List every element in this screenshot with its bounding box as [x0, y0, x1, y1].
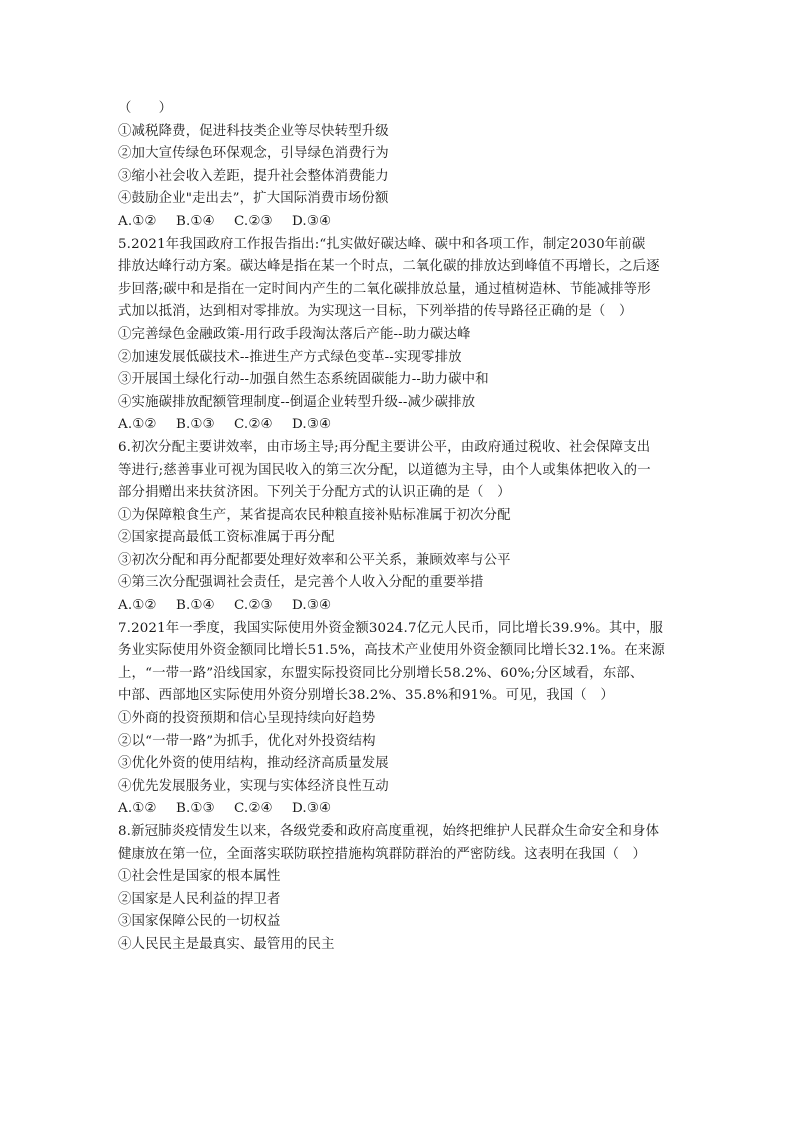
q5-item-4: ④实施碳排放配额管理制度--倒逼企业转型升级--减少碳排放 [118, 394, 476, 410]
q8-item-2: ②国家是人民利益的捍卫者 [118, 891, 281, 907]
exam-page [118, 98, 688, 957]
q4-item-4: ④鼓励企业"走出去”，扩大国际消费市场份额 [118, 191, 389, 207]
q7-stem-line: 务业实际使用外资金额同比增长51.5%，高技术产业使用外资金额同比增长32.1%。在来源 [118, 643, 665, 659]
q6-option-a: A.①② [118, 598, 157, 614]
q6-option-b: B.①④ [176, 598, 215, 614]
q7-option-d: D.③④ [292, 801, 332, 817]
q7-item-1: ①外商的投资预期和信心呈现持续向好趋势 [118, 711, 376, 727]
q7-item-4: ④优先发展服务业，实现与实体经济良性互动 [118, 778, 389, 794]
q5-stem-line: 式加以抵消，达到相对零排放。为实现这一目标，下列举措的传导路径正确的是（ ） [118, 304, 633, 320]
q6-item-4: ④第三次分配强调社会责任，是完善个人收入分配的重要举措 [118, 575, 484, 591]
q8-item-3: ③国家保障公民的一切权益 [118, 914, 281, 930]
q7-option-c: C.②④ [234, 801, 273, 817]
q7-options [118, 798, 688, 821]
q5-stem-line: 步回落;碳中和是指在一定时间内产生的二氧化碳排放总量，通过植树造林、节能减排等形 [118, 281, 651, 297]
q4-item-2: ②加大宣传绿色环保观念，引导绿色消费行为 [118, 146, 389, 162]
q4-item-3: ③缩小社会收入差距，提升社会整体消费能力 [118, 168, 389, 184]
q8-item-4: ④人民民主是最真实、最管用的民主 [118, 936, 335, 952]
q5-item-1: ①完善绿色金融政策-用行政手段淘汰落后产能--助力碳达峰 [118, 326, 471, 342]
q5-item-2: ②加速发展低碳技术--推进生产方式绿色变革--实现零排放 [118, 349, 462, 365]
q6-option-c: C.②③ [234, 598, 273, 614]
q6-option-d: D.③④ [292, 598, 332, 614]
q8-stem-line: 健康放在第一位，全面落实联防联控措施构筑群防群治的严密防线。这表明在我国（ ） [118, 846, 647, 862]
q5-option-c: C.②④ [234, 417, 273, 433]
q7-option-a: A.①② [118, 801, 157, 817]
q5-item-3: ③开展国土绿化行动--加强自然生态系统固碳能力--助力碳中和 [118, 372, 489, 388]
q4-option-c: C.②③ [234, 213, 273, 229]
q6-item-1: ①为保障粮食生产，某省提高农民种粮直接补贴标准属于初次分配 [118, 507, 511, 523]
answer-bracket: （ ） [118, 101, 173, 116]
q8-item-1: ①社会性是国家的根本属性 [118, 869, 281, 885]
q5-options [118, 414, 688, 437]
q7-option-b: B.①③ [176, 801, 215, 817]
q4-option-d: D.③④ [292, 213, 332, 229]
q4-option-a: A.①② [118, 213, 157, 229]
q7-stem-line: 上，“一带一路”沿线国家，东盟实际投资同比分别增长58.2%、60%;分区域看，东部、 [118, 665, 644, 681]
q4-options [118, 211, 688, 234]
q4-item-1: ①减税降费，促进科技类企业等尽快转型升级 [118, 123, 389, 139]
q6-stem-line: 等进行;慈善事业可视为国民收入的第三次分配，以道德为主导，由个人或集体把收入的一 [118, 462, 651, 478]
q7-item-3: ③优化外资的使用结构，推动经济高质量发展 [118, 756, 389, 772]
q6-options [118, 595, 688, 618]
q7-item-2: ②以“一带一路”为抓手，优化对外投资结构 [118, 733, 376, 749]
q6-stem-line: 6.初次分配主要讲效率，由市场主导;再分配主要讲公平，由政府通过税收、社会保障支出 [118, 439, 651, 455]
q6-stem-line: 部分捐赠出来扶贫济困。下列关于分配方式的认识正确的是（ ） [118, 485, 511, 501]
q8-stem-line: 8.新冠肺炎疫情发生以来，各级党委和政府高度重视，始终把维护人民群众生命安全和身体 [118, 824, 660, 839]
q5-stem-line: 5.2021年我国政府工作报告指出:“扎实做好碳达峰、碳中和各项工作，制定2030年前碳 [118, 236, 646, 252]
q7-stem-line: 中部、西部地区实际使用外资分别增长38.2%、35.8%和91%。可见，我国（ ） [118, 688, 614, 704]
q5-option-a: A.①② [118, 417, 157, 433]
q5-option-b: B.①③ [176, 417, 215, 433]
q4-option-b: B.①④ [176, 213, 215, 229]
q5-stem-line: 排放达峰行动方案。碳达峰是指在某一个时点，二氧化碳的排放达到峰值不再增长，之后逐 [118, 259, 660, 275]
q6-item-3: ③初次分配和再分配都要处理好效率和公平关系，兼顾效率与公平 [118, 552, 511, 568]
q6-item-2: ②国家提高最低工资标准属于再分配 [118, 530, 335, 546]
q5-option-d: D.③④ [292, 417, 332, 433]
q7-stem-line: 7.2021年一季度，我国实际使用外资金额3024.7亿元人民币，同比增长39.9%。其中，服 [118, 620, 664, 636]
